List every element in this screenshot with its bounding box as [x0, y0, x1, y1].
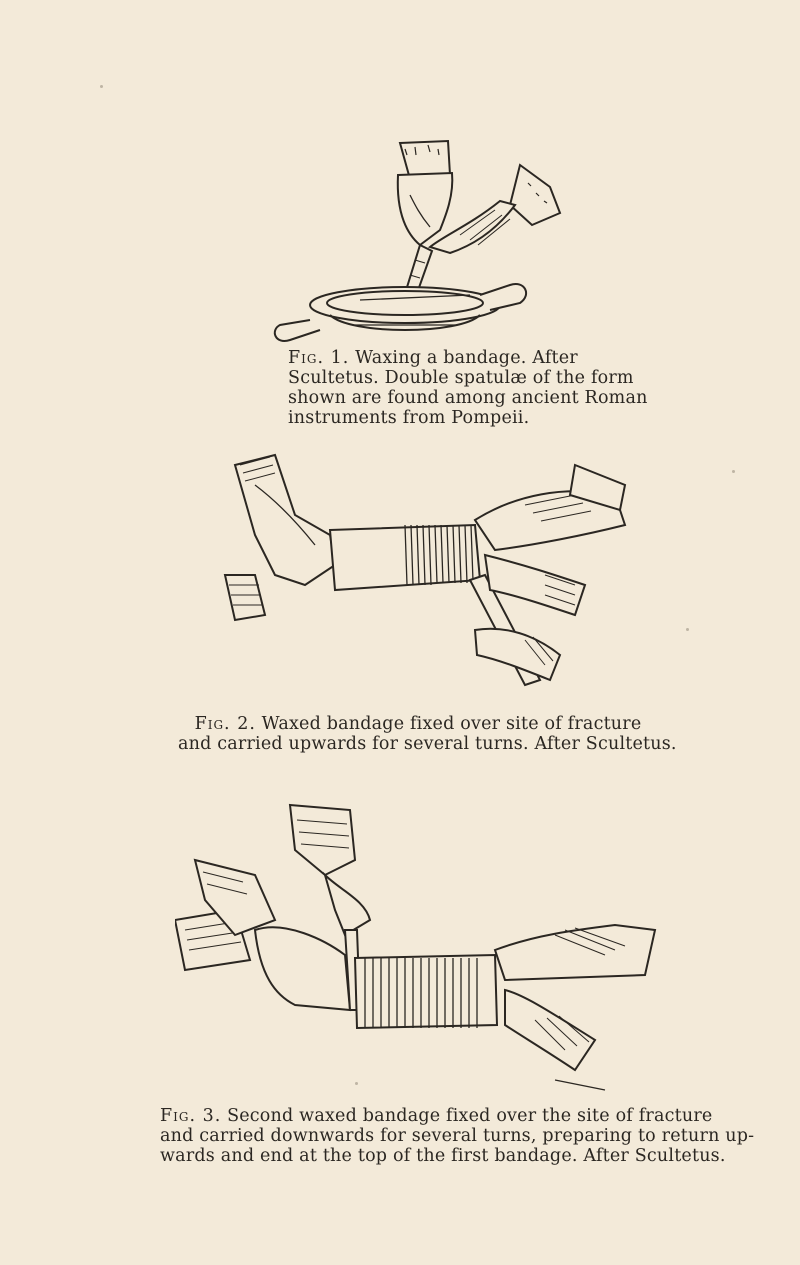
figure-1-illustration — [270, 135, 570, 345]
caption-text: Waxed bandage fixed over site of fracture — [261, 714, 642, 734]
caption-text: Second waxed bandage fixed over the site of fracture — [227, 1106, 713, 1126]
figure-1-caption — [288, 348, 648, 428]
paper-speck — [355, 1082, 358, 1085]
caption-line: Scultetus. Double spatulæ of the form — [288, 368, 634, 388]
caption-line: instruments from Pompeii. — [288, 408, 530, 428]
caption-line: wards and end at the top of the first bandage. After Scultetus. — [160, 1146, 726, 1166]
figure-2-caption — [178, 714, 677, 754]
caption-line — [160, 1106, 713, 1126]
caption-line: and carried upwards for several turns. After Scultetus. — [178, 734, 677, 754]
figure-3-caption — [160, 1106, 755, 1166]
figure-label: Fig. 2. — [194, 714, 256, 734]
figure-label: Fig. 3. — [160, 1106, 222, 1126]
caption-text: Waxing a bandage. After — [355, 348, 578, 368]
paper-speck — [686, 628, 689, 631]
paper-speck — [100, 85, 103, 88]
paper-speck — [732, 470, 735, 473]
caption-line: shown are found among ancient Roman — [288, 388, 648, 408]
figure-label: Fig. 1. — [288, 348, 350, 368]
caption-line — [288, 348, 608, 368]
caption-line: and carried downwards for several turns, preparing to return up- — [160, 1126, 755, 1146]
caption-line — [178, 714, 658, 734]
figure-3-illustration — [175, 780, 675, 1100]
figure-2-illustration — [215, 425, 635, 705]
